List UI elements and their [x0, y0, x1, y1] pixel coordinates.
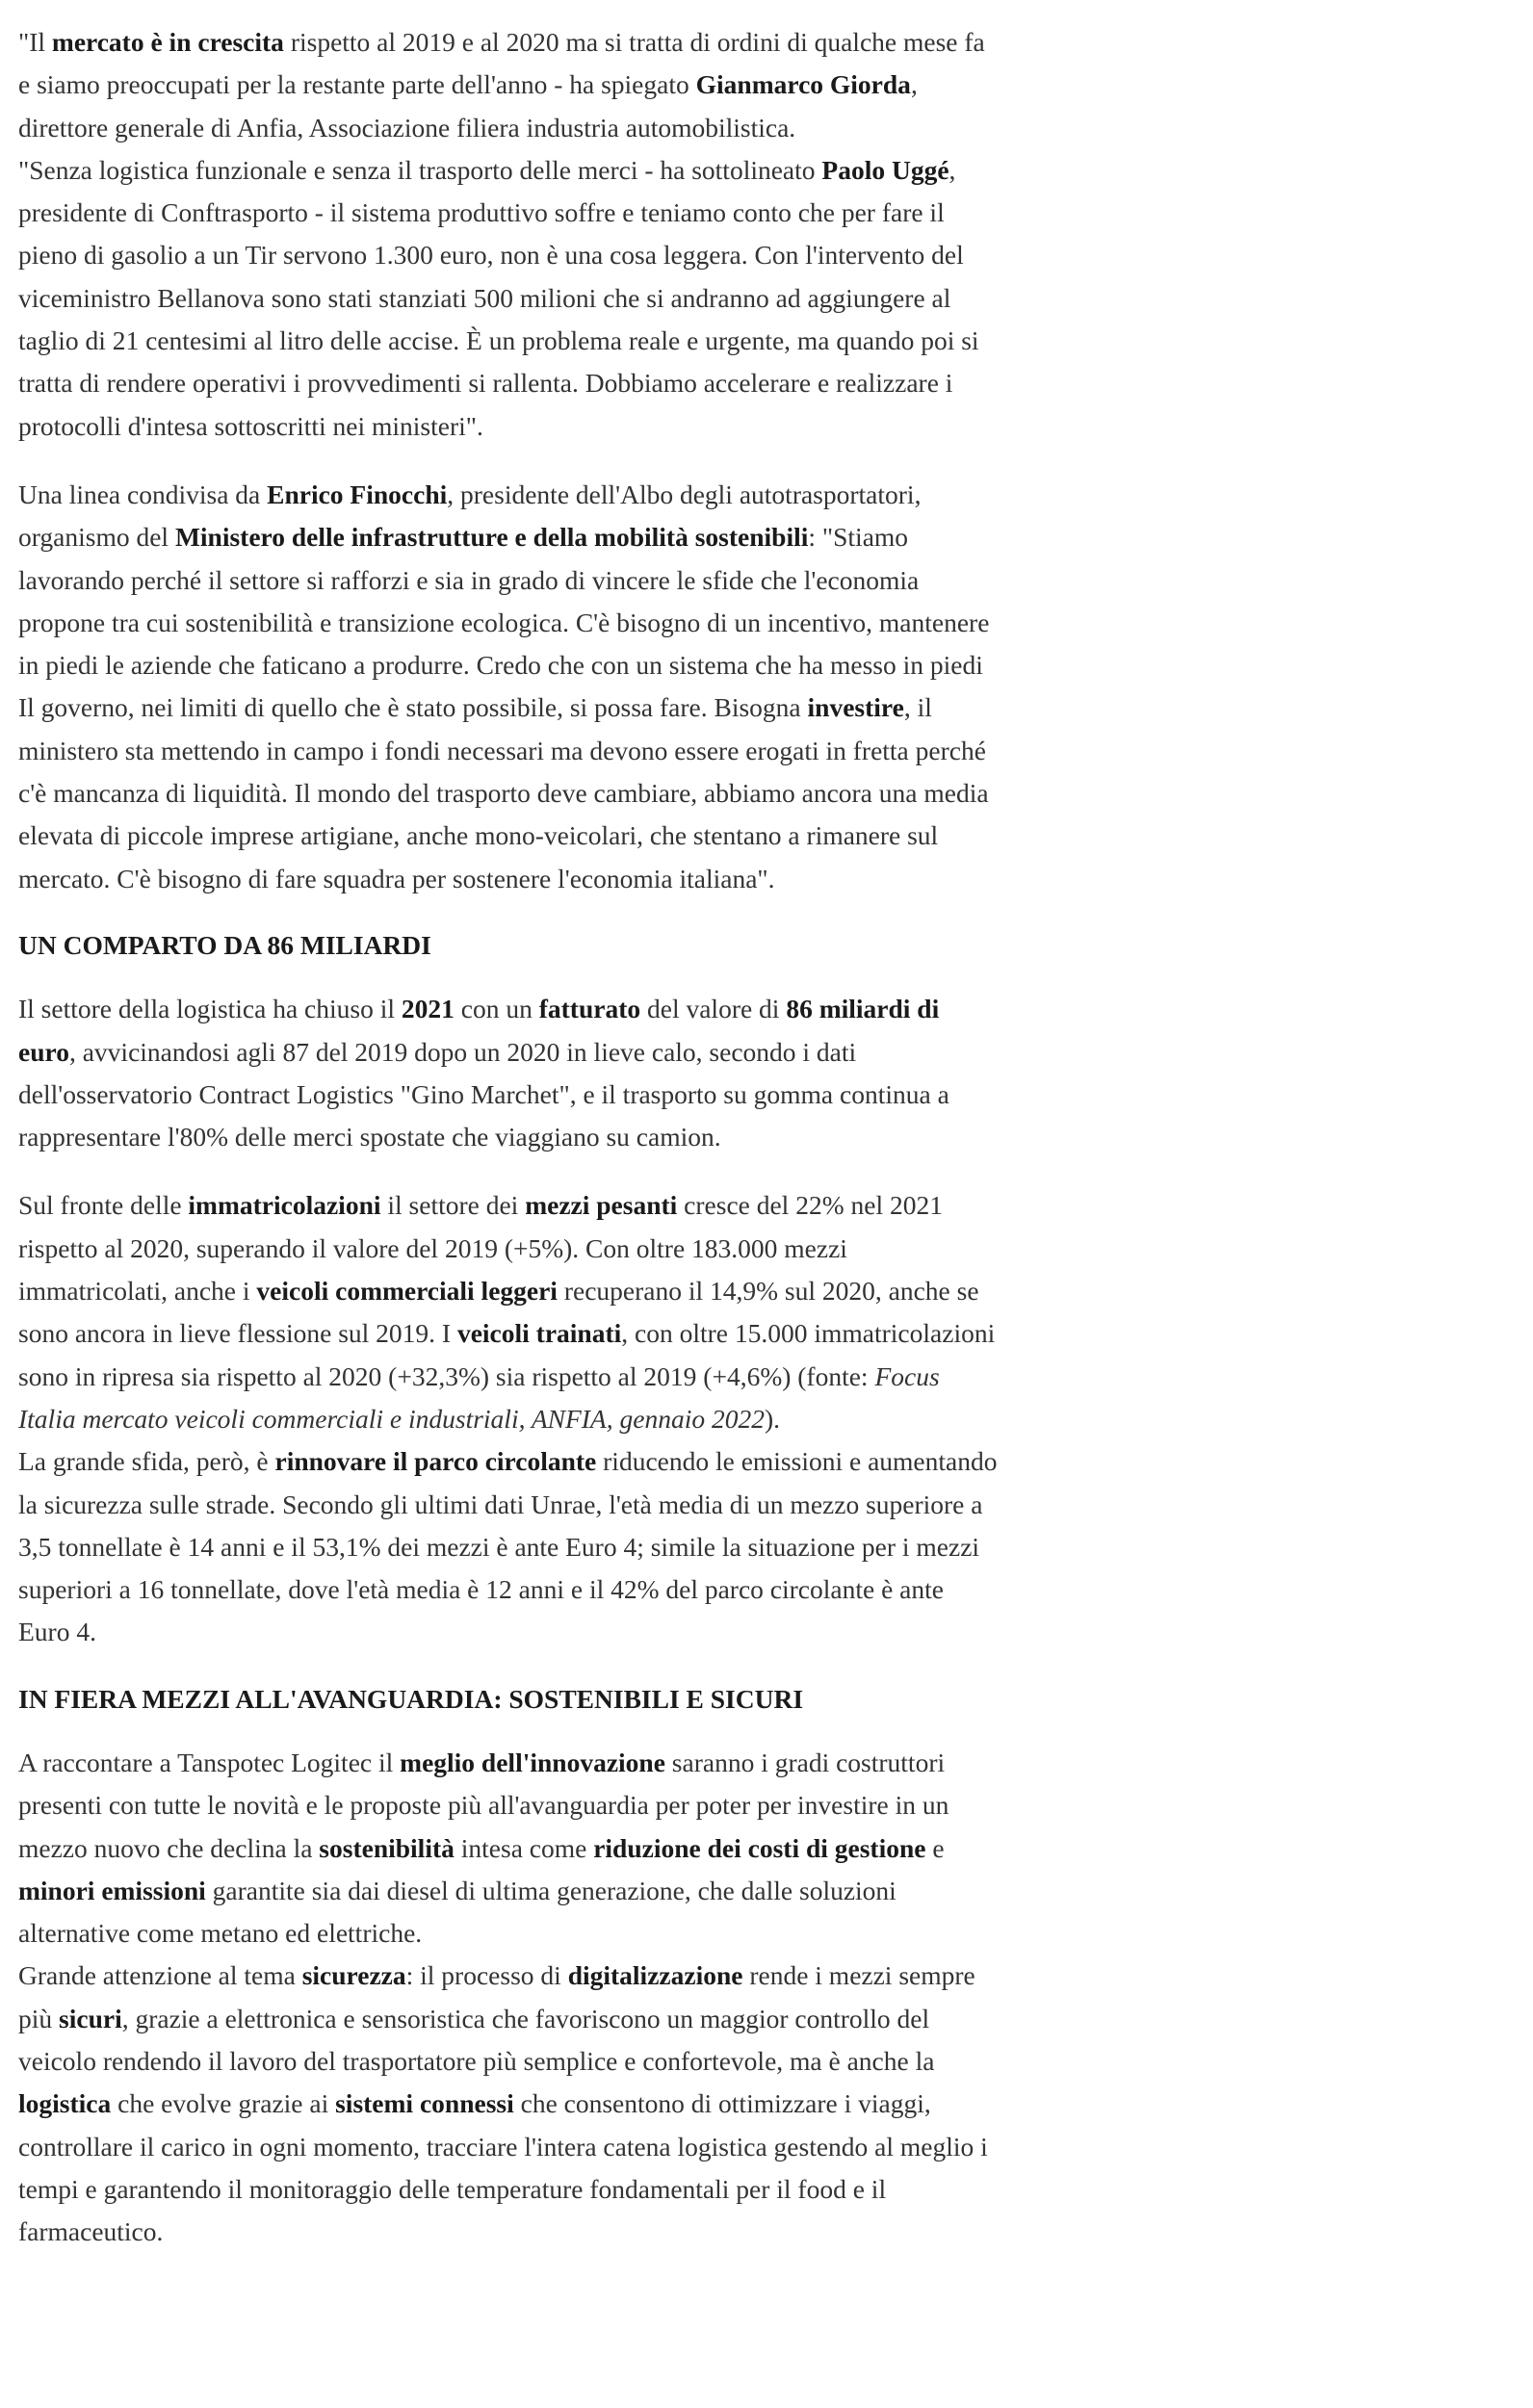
bold-text: Gianmarco Giorda: [695, 69, 911, 100]
text-run: che consentono di ottimizzare i viaggi, controllare il carico in ogni momento, tracciare l'intera catena logistica gestendo al meglio i tempi e garantendo il monitoraggio delle temperature fondamentali per il food e il farmaceutico.: [18, 2088, 988, 2247]
article-paragraph: [18, 21, 1000, 149]
text-run: il settore dei: [380, 1190, 526, 1221]
text-run: e: [925, 1832, 945, 1863]
article-paragraph: [18, 149, 1000, 448]
bold-text: sicurezza: [301, 1960, 406, 1991]
text-run: "Il: [18, 27, 52, 57]
section-heading: IN FIERA MEZZI ALL'AVANGUARDIA: SOSTENIBILI E SICURI: [18, 1683, 804, 1714]
text-run: , grazie a elettronica e sensoristica che favoriscono un maggior controllo del veicolo rendendo il lavoro del trasportatore più semplice e confortevole, ma è anche la: [18, 2003, 935, 2077]
bold-text: veicoli commerciali leggeri: [256, 1276, 558, 1307]
text-run: A raccontare a Tanspotec Logitec il: [18, 1747, 401, 1777]
bold-text: 2021: [401, 994, 455, 1024]
bold-text: veicoli trainati: [456, 1318, 622, 1349]
text-run: Il settore della logistica ha chiuso il: [18, 994, 402, 1024]
bold-text: Paolo Uggé: [821, 154, 949, 185]
text-run: Sul fronte delle: [18, 1190, 189, 1221]
text-run: del valore di: [640, 994, 787, 1024]
text-run: intesa come: [454, 1832, 594, 1863]
text-run: Una linea condivisa da: [18, 479, 268, 509]
article-paragraph: [18, 474, 1000, 900]
text-run: rende i mezzi sempre più: [18, 1960, 975, 2033]
text-run: , il ministero sta mettendo in campo i fondi necessari ma devono essere erogati in fretta perché c'è mancanza di liquidità. Il mondo del trasporto deve cambiare, abbiamo ancora una media elevata di piccole imprese artigiane, anche mono-veicolari, che stentano a rimanere sul mercato. C'è bisogno di fare squadra per sostenere l'economia italiana".: [18, 692, 989, 893]
text-run: rispetto al 2019 e al 2020 ma si tratta di ordini di qualche mese fa e siamo preoccupati per la restante parte dell'anno - ha spiegato: [18, 27, 985, 100]
bold-text: mercato è in crescita: [51, 27, 284, 57]
text-run: che evolve grazie ai: [111, 2088, 336, 2119]
bold-text: fatturato: [538, 994, 641, 1024]
text-run: La grande sfida, però, è: [18, 1446, 275, 1477]
text-run: : il processo di: [405, 1960, 568, 1991]
text-run: riducendo le emissioni e aumentando la sicurezza sulle strade. Secondo gli ultimi dati Unrae, l'età media di un mezzo superiore a 3,5 tonnellate è 14 anni e il 53,1% dei mezzi è ante Euro 4; simile la situazione per i mezzi superiori a 16 tonnellate, dove l'età media è 12 anni e il 42% del parco circolante è ante Euro 4.: [18, 1446, 998, 1647]
text-run: "Senza logistica funzionale e senza il trasporto delle merci - ha sottolineato: [18, 154, 822, 185]
bold-text: sostenibilità: [319, 1832, 455, 1863]
section-heading: UN COMPARTO DA 86 MILIARDI: [18, 929, 431, 960]
text-run: recuperano il 14,9% sul 2020, anche se sono ancora in lieve flessione sul 2019. I: [18, 1276, 979, 1349]
text-run: ).: [764, 1403, 781, 1434]
bold-text: 86 miliardi di euro: [18, 994, 940, 1067]
text-run: con un: [454, 994, 539, 1024]
article-body: [18, 21, 1000, 2254]
article-paragraph: [18, 1742, 1000, 1955]
bold-text: rinnovare il parco circolante: [274, 1446, 597, 1477]
bold-text: immatricolazioni: [188, 1190, 381, 1221]
bold-text: logistica: [18, 2088, 112, 2119]
bold-text: sicuri: [59, 2003, 122, 2033]
article-paragraph: [18, 1440, 1000, 1653]
text-run: , presidente di Conftrasporto - il sistema produttivo soffre e teniamo conto che per fare il pieno di gasolio a un Tir servono 1.300 euro, non è una cosa leggera. Con l'intervento del viceministro Bellanova sono stati stanziati 500 milioni che si andranno ad aggiungere al taglio di 21 centesimi al litro delle accise. È un problema reale e urgente, ma quando poi si tratta di rendere operativi i provvedimenti si rallenta. Dobbiamo accelerare e realizzare i protocolli d'intesa sottoscritti nei ministeri".: [18, 154, 979, 441]
bold-text: sistemi connessi: [335, 2088, 514, 2119]
text-run: : "Stiamo lavorando perché il settore si rafforzi e sia in grado di vincere le sfide che l'economia propone tra cui sostenibilità e transizione ecologica. C'è bisogno di un incentivo, mantenere in piedi le aziende che faticano a produrre. Credo che con un sistema che ha messo in piedi Il governo, nei limiti di quello che è stato possibile, si possa fare. Bisogna: [18, 522, 990, 723]
text-run: garantite sia dai diesel di ultima generazione, che dalle soluzioni alternative come metano ed elettriche.: [18, 1875, 896, 1949]
bold-text: Ministero delle infrastrutture e della mobilità sostenibili: [174, 522, 809, 553]
text-run: , direttore generale di Anfia, Associazione filiera industria automobilistica.: [18, 69, 918, 142]
bold-text: investire: [807, 692, 904, 723]
text-run: , con oltre 15.000 immatricolazioni sono in ripresa sia rispetto al 2020 (+32,3%) sia rispetto al 2019 (+4,6%) (fonte:: [18, 1318, 996, 1391]
text-run: saranno i gradi costruttori presenti con tutte le novità e le proposte più all'avanguardia per poter per investire in un mezzo nuovo che declina la: [18, 1747, 949, 1863]
text-run: , avvicinandosi agli 87 del 2019 dopo un 2020 in lieve calo, secondo i dati dell'osservatorio Contract Logistics "Gino Marchet", e il trasporto su gomma continua a rappresentare l'80% delle merci spostate che viaggiano su camion.: [18, 1036, 949, 1152]
bold-text: meglio dell'innovazione: [400, 1747, 665, 1777]
bold-text: riduzione dei costi di gestione: [593, 1832, 926, 1863]
bold-text: digitalizzazione: [567, 1960, 743, 1991]
bold-text: minori emissioni: [18, 1875, 206, 1905]
bold-text: mezzi pesanti: [525, 1190, 678, 1221]
article-paragraph: [18, 1184, 1000, 1440]
bold-text: Enrico Finocchi: [267, 479, 448, 509]
italic-text: Focus Italia mercato veicoli commerciali e industriali, ANFIA, gennaio 2022: [18, 1360, 940, 1434]
text-run: cresce del 22% nel 2021 rispetto al 2020, superando il valore del 2019 (+5%). Con oltre 183.000 mezzi immatricolati, anche i: [18, 1190, 943, 1307]
article-paragraph: [18, 1955, 1000, 2253]
text-run: Grande attenzione al tema: [18, 1960, 302, 1991]
text-run: , presidente dell'Albo degli autotrasportatori, organismo del: [18, 479, 922, 553]
article-paragraph: [18, 988, 1000, 1158]
